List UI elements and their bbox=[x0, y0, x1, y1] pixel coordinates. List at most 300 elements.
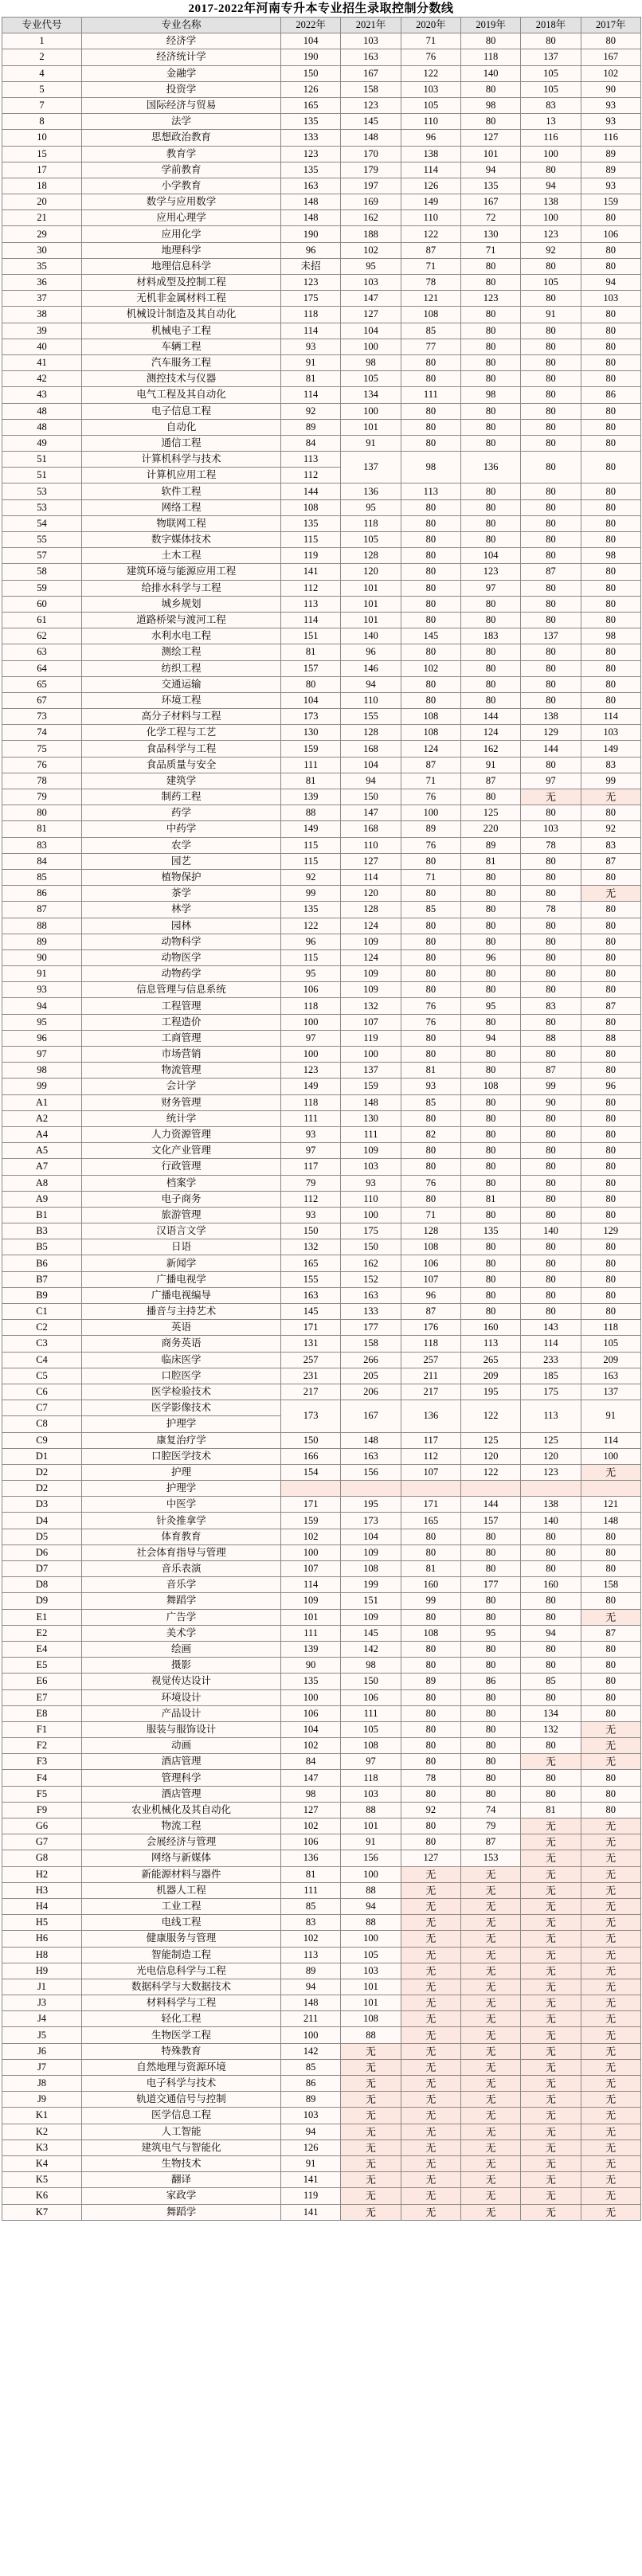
table-row bbox=[2, 1802, 641, 1818]
score-2021: 168 bbox=[341, 741, 401, 757]
score-2018: 80 bbox=[521, 853, 581, 869]
score-2019: 无 bbox=[460, 2011, 520, 2027]
score-2022: 100 bbox=[281, 1689, 341, 1705]
score-2017: 80 bbox=[581, 1304, 640, 1320]
column-header-name: 专业名称 bbox=[82, 18, 281, 33]
score-2021: 100 bbox=[341, 403, 401, 419]
score-2018: 97 bbox=[521, 773, 581, 789]
score-2020: 99 bbox=[401, 1593, 460, 1609]
table-row bbox=[2, 1931, 641, 1947]
score-2022: 112 bbox=[281, 580, 341, 596]
score-2022: 104 bbox=[281, 692, 341, 708]
major-name: 应用心理学 bbox=[82, 210, 281, 226]
table-row bbox=[2, 2076, 641, 2092]
score-2020: 80 bbox=[401, 612, 460, 628]
score-2021: 无 bbox=[341, 2092, 401, 2108]
major-code: H9 bbox=[2, 1963, 82, 1979]
major-name: 城乡规划 bbox=[82, 596, 281, 612]
major-name: 无机非金属材料工程 bbox=[82, 291, 281, 307]
score-2020: 80 bbox=[401, 918, 460, 934]
score-2022: 118 bbox=[281, 307, 341, 323]
score-2018: 185 bbox=[521, 1368, 581, 1384]
score-2020: 80 bbox=[401, 371, 460, 387]
score-2018: 80 bbox=[521, 1529, 581, 1544]
score-2019: 135 bbox=[460, 178, 520, 194]
score-2017: 137 bbox=[581, 1384, 640, 1400]
score-2021: 100 bbox=[341, 1047, 401, 1063]
score-2017: 209 bbox=[581, 1352, 640, 1368]
score-2021: 103 bbox=[341, 1786, 401, 1802]
score-2022: 115 bbox=[281, 532, 341, 548]
table-row bbox=[2, 902, 641, 918]
score-2020: 71 bbox=[401, 1207, 460, 1223]
score-2018: 80 bbox=[521, 419, 581, 435]
score-2019: 80 bbox=[460, 1255, 520, 1271]
score-2019: 80 bbox=[460, 1271, 520, 1287]
major-name: 工程造价 bbox=[82, 1014, 281, 1030]
score-2021: 103 bbox=[341, 1963, 401, 1979]
score-2022: 142 bbox=[281, 2043, 341, 2059]
score-2021: 107 bbox=[341, 1014, 401, 1030]
major-code: F9 bbox=[2, 1802, 82, 1818]
score-2021: 95 bbox=[341, 258, 401, 274]
score-2022: 159 bbox=[281, 1513, 341, 1529]
score-2021: 无 bbox=[341, 2172, 401, 2188]
score-2022: 81 bbox=[281, 773, 341, 789]
score-2018: 137 bbox=[521, 49, 581, 65]
score-2022: 166 bbox=[281, 1448, 341, 1464]
major-name: 金融学 bbox=[82, 65, 281, 81]
score-2021: 98 bbox=[341, 1658, 401, 1674]
table-row bbox=[2, 130, 641, 146]
score-2017: 80 bbox=[581, 1593, 640, 1609]
major-code: C1 bbox=[2, 1304, 82, 1320]
major-name: 软件工程 bbox=[82, 483, 281, 499]
score-2022: 149 bbox=[281, 821, 341, 837]
table-row bbox=[2, 789, 641, 805]
table-row bbox=[2, 162, 641, 178]
major-code: 88 bbox=[2, 918, 82, 934]
score-2018: 123 bbox=[521, 226, 581, 242]
score-2018: 80 bbox=[521, 323, 581, 339]
score-2022: 141 bbox=[281, 2204, 341, 2220]
score-2017: 100 bbox=[581, 1448, 640, 1464]
score-2020: 80 bbox=[401, 692, 460, 708]
score-2018: 80 bbox=[521, 452, 581, 483]
score-2021: 109 bbox=[341, 1143, 401, 1159]
score-2018: 105 bbox=[521, 275, 581, 291]
table-row bbox=[2, 49, 641, 65]
score-2021: 119 bbox=[341, 1030, 401, 1046]
score-2018: 80 bbox=[521, 548, 581, 564]
score-2022: 217 bbox=[281, 1384, 341, 1400]
score-2020: 无 bbox=[401, 2155, 460, 2171]
score-2018: 无 bbox=[521, 2027, 581, 2043]
score-2020: 80 bbox=[401, 934, 460, 949]
major-name: 机械电子工程 bbox=[82, 323, 281, 339]
score-2020: 无 bbox=[401, 1898, 460, 1914]
score-2019: 80 bbox=[460, 515, 520, 531]
score-2018: 80 bbox=[521, 757, 581, 773]
major-name: 日语 bbox=[82, 1239, 281, 1255]
score-2019: 80 bbox=[460, 1641, 520, 1657]
major-code: 84 bbox=[2, 853, 82, 869]
score-2021: 167 bbox=[341, 1400, 401, 1432]
score-2017: 无 bbox=[581, 1898, 640, 1914]
score-2021: 无 bbox=[341, 2204, 401, 2220]
score-2019: 无 bbox=[460, 1915, 520, 1931]
score-2022: 102 bbox=[281, 1738, 341, 1754]
score-2021: 无 bbox=[341, 2108, 401, 2124]
score-2022: 135 bbox=[281, 515, 341, 531]
major-name: 茶学 bbox=[82, 886, 281, 902]
score-2020: 136 bbox=[401, 1400, 460, 1432]
score-2017: 96 bbox=[581, 1079, 640, 1094]
score-2021: 128 bbox=[341, 725, 401, 741]
score-2019: 无 bbox=[460, 2027, 520, 2043]
table-row bbox=[2, 435, 641, 451]
score-2018: 88 bbox=[521, 1030, 581, 1046]
score-2017: 80 bbox=[581, 371, 640, 387]
score-2020: 211 bbox=[401, 1368, 460, 1384]
table-row bbox=[2, 403, 641, 419]
major-code: 65 bbox=[2, 676, 82, 692]
score-2018: 80 bbox=[521, 1786, 581, 1802]
major-name: 机器人工程 bbox=[82, 1882, 281, 1898]
score-2020: 96 bbox=[401, 1287, 460, 1303]
table-row bbox=[2, 97, 641, 113]
score-2017: 无 bbox=[581, 1464, 640, 1480]
table-row bbox=[2, 1320, 641, 1336]
score-2022: 118 bbox=[281, 998, 341, 1014]
major-code: 62 bbox=[2, 628, 82, 644]
score-2017: 80 bbox=[581, 1529, 640, 1544]
major-name: 经济统计学 bbox=[82, 49, 281, 65]
major-code: B5 bbox=[2, 1239, 82, 1255]
score-2020: 80 bbox=[401, 564, 460, 580]
score-2020: 102 bbox=[401, 660, 460, 676]
score-2018: 80 bbox=[521, 1239, 581, 1255]
score-2020 bbox=[401, 1481, 460, 1497]
score-2022: 88 bbox=[281, 805, 341, 821]
score-2021: 163 bbox=[341, 1287, 401, 1303]
score-2021: 105 bbox=[341, 1947, 401, 1963]
table-row bbox=[2, 1464, 641, 1480]
score-2020: 80 bbox=[401, 1030, 460, 1046]
score-2019: 144 bbox=[460, 1497, 520, 1513]
major-code: 97 bbox=[2, 1047, 82, 1063]
score-2020: 无 bbox=[401, 1979, 460, 1995]
score-2022: 112 bbox=[281, 1191, 341, 1207]
score-2020: 112 bbox=[401, 1448, 460, 1464]
score-2018: 无 bbox=[521, 2204, 581, 2220]
score-2019: 80 bbox=[460, 1159, 520, 1175]
score-2021: 101 bbox=[341, 580, 401, 596]
major-code: 53 bbox=[2, 499, 82, 515]
score-2022: 123 bbox=[281, 146, 341, 162]
score-2022: 100 bbox=[281, 2027, 341, 2043]
score-2017: 80 bbox=[581, 307, 640, 323]
score-2018: 80 bbox=[521, 692, 581, 708]
score-2022: 163 bbox=[281, 178, 341, 194]
score-2022: 100 bbox=[281, 1047, 341, 1063]
major-code: 2 bbox=[2, 49, 82, 65]
score-2022: 89 bbox=[281, 1963, 341, 1979]
score-2017: 80 bbox=[581, 1658, 640, 1674]
score-2020: 80 bbox=[401, 886, 460, 902]
score-2021: 114 bbox=[341, 869, 401, 885]
major-name: 给排水科学与工程 bbox=[82, 580, 281, 596]
score-2022: 94 bbox=[281, 2124, 341, 2139]
major-code: 15 bbox=[2, 146, 82, 162]
table-row bbox=[2, 1336, 641, 1352]
score-2021: 123 bbox=[341, 97, 401, 113]
score-2018: 80 bbox=[521, 580, 581, 596]
score-2019: 160 bbox=[460, 1320, 520, 1336]
major-code: E5 bbox=[2, 1658, 82, 1674]
table-row bbox=[2, 644, 641, 660]
score-2020: 无 bbox=[401, 2172, 460, 2188]
score-2018: 140 bbox=[521, 1513, 581, 1529]
score-2019: 127 bbox=[460, 130, 520, 146]
major-code: 90 bbox=[2, 949, 82, 965]
score-2017: 无 bbox=[581, 2092, 640, 2108]
score-2020: 118 bbox=[401, 1336, 460, 1352]
score-2020: 80 bbox=[401, 1609, 460, 1625]
score-2017: 80 bbox=[581, 1207, 640, 1223]
table-row bbox=[2, 339, 641, 354]
score-2019: 80 bbox=[460, 644, 520, 660]
score-2019: 124 bbox=[460, 725, 520, 741]
major-name: 环境设计 bbox=[82, 1689, 281, 1705]
score-2019: 无 bbox=[460, 2076, 520, 2092]
score-2017: 80 bbox=[581, 532, 640, 548]
score-2018: 80 bbox=[521, 676, 581, 692]
score-2020: 80 bbox=[401, 1738, 460, 1754]
major-name: 中医学 bbox=[82, 1497, 281, 1513]
score-2019: 104 bbox=[460, 548, 520, 564]
score-2017: 99 bbox=[581, 773, 640, 789]
score-2021: 148 bbox=[341, 1432, 401, 1448]
table-row bbox=[2, 1577, 641, 1593]
score-2022: 98 bbox=[281, 1786, 341, 1802]
score-2019: 80 bbox=[460, 483, 520, 499]
major-code: 67 bbox=[2, 692, 82, 708]
score-2018: 80 bbox=[521, 660, 581, 676]
score-2020: 80 bbox=[401, 1721, 460, 1737]
table-row bbox=[2, 821, 641, 837]
score-2022: 80 bbox=[281, 676, 341, 692]
score-2019: 80 bbox=[460, 499, 520, 515]
major-name: 园林 bbox=[82, 918, 281, 934]
score-2021: 93 bbox=[341, 1175, 401, 1191]
major-code: H4 bbox=[2, 1898, 82, 1914]
major-name: 自动化 bbox=[82, 419, 281, 435]
major-name: 酒店管理 bbox=[82, 1754, 281, 1770]
score-2022: 150 bbox=[281, 1432, 341, 1448]
major-name: 测绘工程 bbox=[82, 644, 281, 660]
score-2020: 145 bbox=[401, 628, 460, 644]
table-row bbox=[2, 1770, 641, 1786]
major-name: 动物医学 bbox=[82, 949, 281, 965]
score-2021: 105 bbox=[341, 532, 401, 548]
score-2022: 173 bbox=[281, 709, 341, 725]
major-name: 环境工程 bbox=[82, 692, 281, 708]
score-2019: 101 bbox=[460, 146, 520, 162]
score-2021: 100 bbox=[341, 339, 401, 354]
score-2017: 80 bbox=[581, 1110, 640, 1126]
score-2019: 80 bbox=[460, 1287, 520, 1303]
score-2017: 88 bbox=[581, 1030, 640, 1046]
major-code: 60 bbox=[2, 596, 82, 612]
score-2020: 76 bbox=[401, 49, 460, 65]
score-2017: 无 bbox=[581, 1947, 640, 1963]
major-name: 人工智能 bbox=[82, 2124, 281, 2139]
score-2018: 91 bbox=[521, 307, 581, 323]
score-2018: 80 bbox=[521, 1287, 581, 1303]
score-2020: 98 bbox=[401, 452, 460, 483]
score-2020: 105 bbox=[401, 97, 460, 113]
major-name: 建筑电气与智能化 bbox=[82, 2139, 281, 2155]
major-name: 家政学 bbox=[82, 2188, 281, 2204]
major-name: 建筑学 bbox=[82, 773, 281, 789]
score-2022: 135 bbox=[281, 902, 341, 918]
score-2018: 80 bbox=[521, 258, 581, 274]
score-2018: 160 bbox=[521, 1577, 581, 1593]
table-row bbox=[2, 853, 641, 869]
score-2019: 71 bbox=[460, 242, 520, 258]
score-2017: 118 bbox=[581, 1320, 640, 1336]
score-2021: 175 bbox=[341, 1223, 401, 1239]
major-code: 10 bbox=[2, 130, 82, 146]
score-2021: 118 bbox=[341, 1770, 401, 1786]
major-name: 特殊教育 bbox=[82, 2043, 281, 2059]
score-2018: 无 bbox=[521, 1754, 581, 1770]
major-code: F1 bbox=[2, 1721, 82, 1737]
score-2021: 103 bbox=[341, 1159, 401, 1175]
score-2020: 80 bbox=[401, 548, 460, 564]
score-2021: 146 bbox=[341, 660, 401, 676]
score-2022: 147 bbox=[281, 1770, 341, 1786]
score-2019: 167 bbox=[460, 194, 520, 210]
table-row bbox=[2, 2043, 641, 2059]
score-2021: 105 bbox=[341, 1721, 401, 1737]
score-2017: 无 bbox=[581, 2139, 640, 2155]
score-2021: 150 bbox=[341, 1239, 401, 1255]
score-2021: 147 bbox=[341, 805, 401, 821]
score-2017: 129 bbox=[581, 1223, 640, 1239]
major-name: 高分子材料与工程 bbox=[82, 709, 281, 725]
major-name: 纺织工程 bbox=[82, 660, 281, 676]
score-2022: 94 bbox=[281, 1979, 341, 1995]
score-2019: 97 bbox=[460, 580, 520, 596]
table-row bbox=[2, 2172, 641, 2188]
major-code: E2 bbox=[2, 1625, 82, 1641]
score-2021: 128 bbox=[341, 548, 401, 564]
major-name: 电气工程及其自动化 bbox=[82, 387, 281, 403]
score-2020: 103 bbox=[401, 81, 460, 97]
score-2017: 98 bbox=[581, 628, 640, 644]
major-code: A5 bbox=[2, 1143, 82, 1159]
score-2021: 266 bbox=[341, 1352, 401, 1368]
score-2021: 104 bbox=[341, 757, 401, 773]
score-2018: 80 bbox=[521, 387, 581, 403]
score-2019: 80 bbox=[460, 114, 520, 130]
score-2021: 104 bbox=[341, 1529, 401, 1544]
score-2018: 无 bbox=[521, 1898, 581, 1914]
major-name: 广告学 bbox=[82, 1609, 281, 1625]
table-row bbox=[2, 1850, 641, 1866]
table-row bbox=[2, 692, 641, 708]
score-2021: 101 bbox=[341, 1979, 401, 1995]
major-name: 教育学 bbox=[82, 146, 281, 162]
table-row bbox=[2, 1882, 641, 1898]
column-header-2017: 2017年 bbox=[581, 18, 640, 33]
score-2022: 111 bbox=[281, 1625, 341, 1641]
major-code: 20 bbox=[2, 194, 82, 210]
table-row bbox=[2, 2027, 641, 2043]
score-2017: 无 bbox=[581, 2059, 640, 2075]
major-name: 数学与应用数学 bbox=[82, 194, 281, 210]
score-2022: 211 bbox=[281, 2011, 341, 2027]
score-2020: 85 bbox=[401, 902, 460, 918]
score-2020: 138 bbox=[401, 146, 460, 162]
score-2022: 79 bbox=[281, 1175, 341, 1191]
score-2019: 80 bbox=[460, 918, 520, 934]
major-code: 7 bbox=[2, 97, 82, 113]
score-2017: 80 bbox=[581, 483, 640, 499]
table-row bbox=[2, 499, 641, 515]
score-2022: 113 bbox=[281, 596, 341, 612]
score-2018: 无 bbox=[521, 789, 581, 805]
score-2019: 195 bbox=[460, 1384, 520, 1400]
score-2020: 80 bbox=[401, 1658, 460, 1674]
score-2017: 167 bbox=[581, 49, 640, 65]
table-row bbox=[2, 1866, 641, 1882]
major-code: K6 bbox=[2, 2188, 82, 2204]
score-2019: 80 bbox=[460, 596, 520, 612]
major-code: H8 bbox=[2, 1947, 82, 1963]
table-row bbox=[2, 2139, 641, 2155]
score-2020: 80 bbox=[401, 580, 460, 596]
major-name: 档案学 bbox=[82, 1175, 281, 1191]
table-row bbox=[2, 387, 641, 403]
score-2020: 92 bbox=[401, 1802, 460, 1818]
score-2017: 无 bbox=[581, 1866, 640, 1882]
score-2022: 115 bbox=[281, 949, 341, 965]
table-row bbox=[2, 1738, 641, 1754]
score-2019: 81 bbox=[460, 1191, 520, 1207]
table-row bbox=[2, 949, 641, 965]
score-2020: 127 bbox=[401, 1850, 460, 1866]
major-name: 电子商务 bbox=[82, 1191, 281, 1207]
score-2022: 109 bbox=[281, 1593, 341, 1609]
score-2022: 115 bbox=[281, 853, 341, 869]
score-2017: 80 bbox=[581, 596, 640, 612]
score-2018: 无 bbox=[521, 1818, 581, 1834]
major-name: 物联网工程 bbox=[82, 515, 281, 531]
score-2022: 86 bbox=[281, 2076, 341, 2092]
table-row bbox=[2, 323, 641, 339]
major-name: 动物药学 bbox=[82, 966, 281, 982]
major-name: 数据科学与大数据技术 bbox=[82, 1979, 281, 1995]
table-row bbox=[2, 596, 641, 612]
major-name: 食品科学与工程 bbox=[82, 741, 281, 757]
score-2017: 90 bbox=[581, 81, 640, 97]
score-2020: 114 bbox=[401, 162, 460, 178]
table-row bbox=[2, 1352, 641, 1368]
score-2020: 111 bbox=[401, 387, 460, 403]
